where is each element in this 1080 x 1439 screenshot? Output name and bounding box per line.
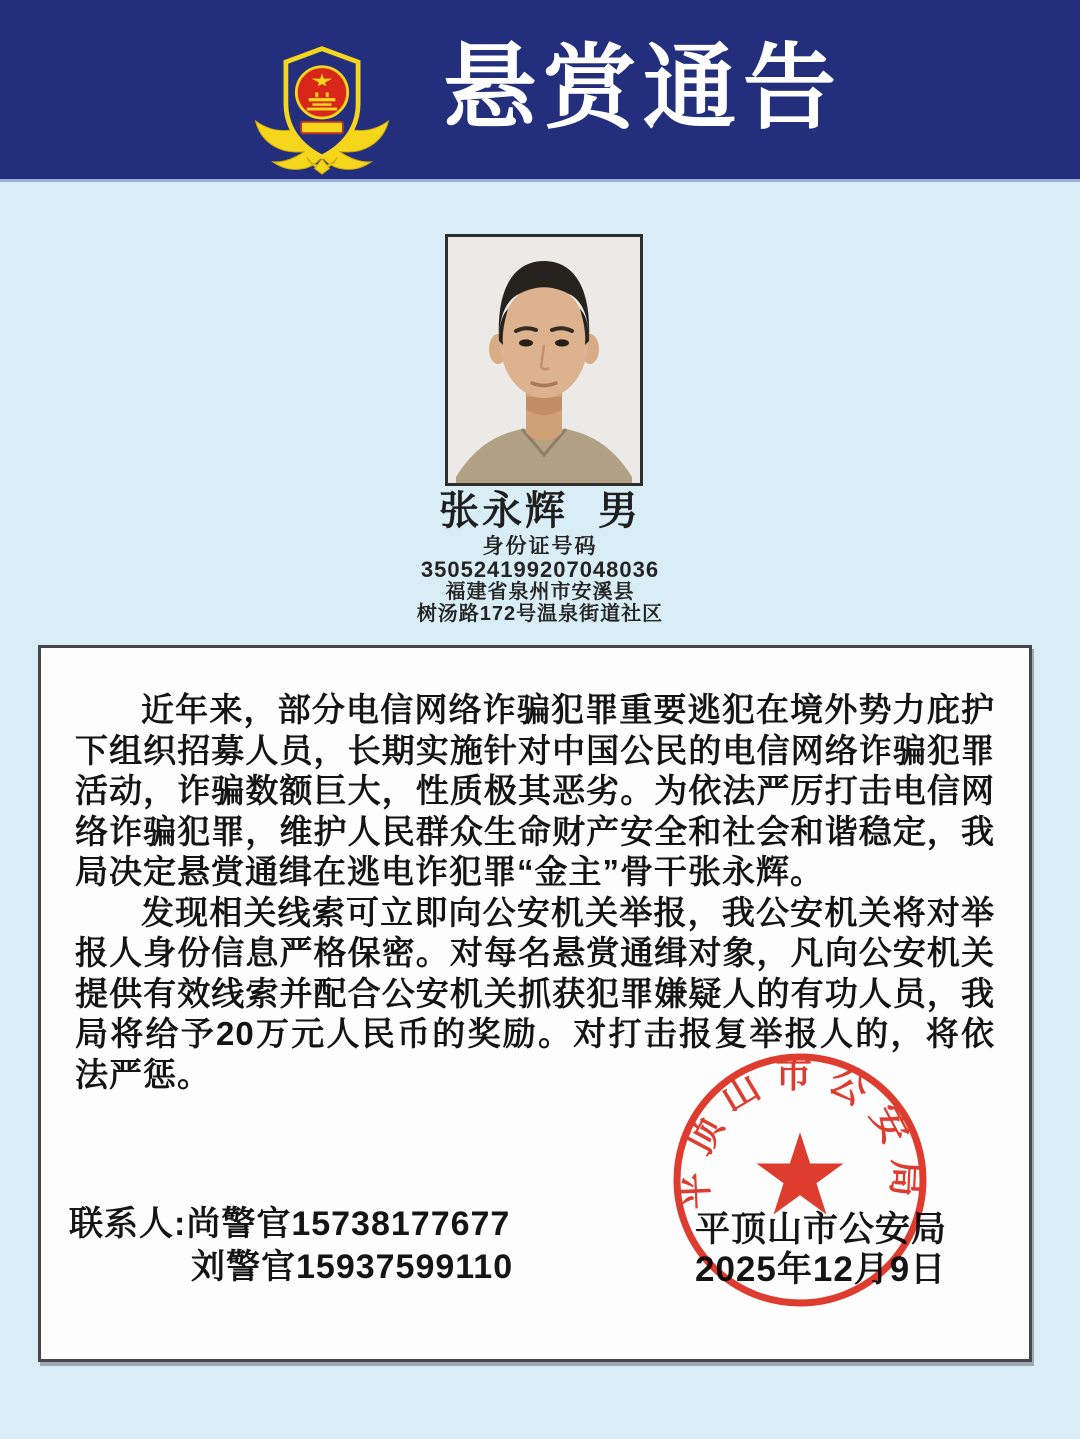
- id-number-label: 身份证号码: [482, 535, 598, 558]
- contact-line-2: [69, 1246, 513, 1289]
- contact-line-1: [69, 1203, 513, 1246]
- contact-1-name: 尚警官: [186, 1205, 292, 1243]
- issue-date: 2025年12月9日: [695, 1250, 947, 1289]
- seal-arc-text: 平顶山市公安局: [673, 1054, 927, 1211]
- suspect-gender: 男: [598, 489, 641, 533]
- notice-title: 悬赏通告: [443, 36, 843, 140]
- address-line-1: 福建省泉州市安溪县: [445, 581, 635, 603]
- contact-label: 联系人:: [69, 1205, 187, 1243]
- contact-2-phone: 15937599110: [296, 1248, 514, 1286]
- contact-block: [69, 1203, 513, 1289]
- notice-paragraph-1: 近年来，部分电信网络诈骗犯罪重要逃犯在境外势力庇护下组织招募人员，长期实施针对中国公民的电信网络诈骗犯罪活动，诈骗数额巨大，性质极其恶劣。为依法严厉打击电信网络诈骗犯罪，维护人民群众生命财产安全和社会和谐稳定，我局决定悬赏通缉在逃电诈犯罪“金主”骨干张永辉。: [75, 691, 995, 890]
- issuer-name: 平顶山市公安局: [695, 1210, 948, 1249]
- address-line-2: 树汤路172号温泉街道社区: [416, 603, 664, 625]
- suspect-name: 张永辉: [439, 489, 568, 533]
- suspect-portrait-graphic: [448, 237, 640, 483]
- notice-text: [41, 648, 1029, 1095]
- header-banner: [0, 0, 1080, 182]
- official-seal: [670, 1050, 930, 1310]
- notice-body-box: [38, 645, 1032, 1362]
- notice-paragraph-2: 发现相关线索可立即向公安机关举报，我公安机关将对举报人身份信息严格保密。对每名悬赏通缉对象，凡向公安机关提供有效线索并配合公安机关抓获犯罪嫌疑人的有功人员，我局将给予20万元人民币的奖励。对打击报复举报人的，将依法严惩。: [75, 893, 995, 1093]
- id-number-value: 350524199207048036: [420, 557, 660, 582]
- suspect-photo: [445, 234, 643, 486]
- police-badge-icon: [246, 24, 398, 176]
- contact-1-phone: 15738177677: [291, 1205, 511, 1243]
- suspect-name-line: [0, 489, 1080, 533]
- contact-2-name: 刘警官: [191, 1248, 296, 1286]
- suspect-identity-block: [0, 489, 1080, 625]
